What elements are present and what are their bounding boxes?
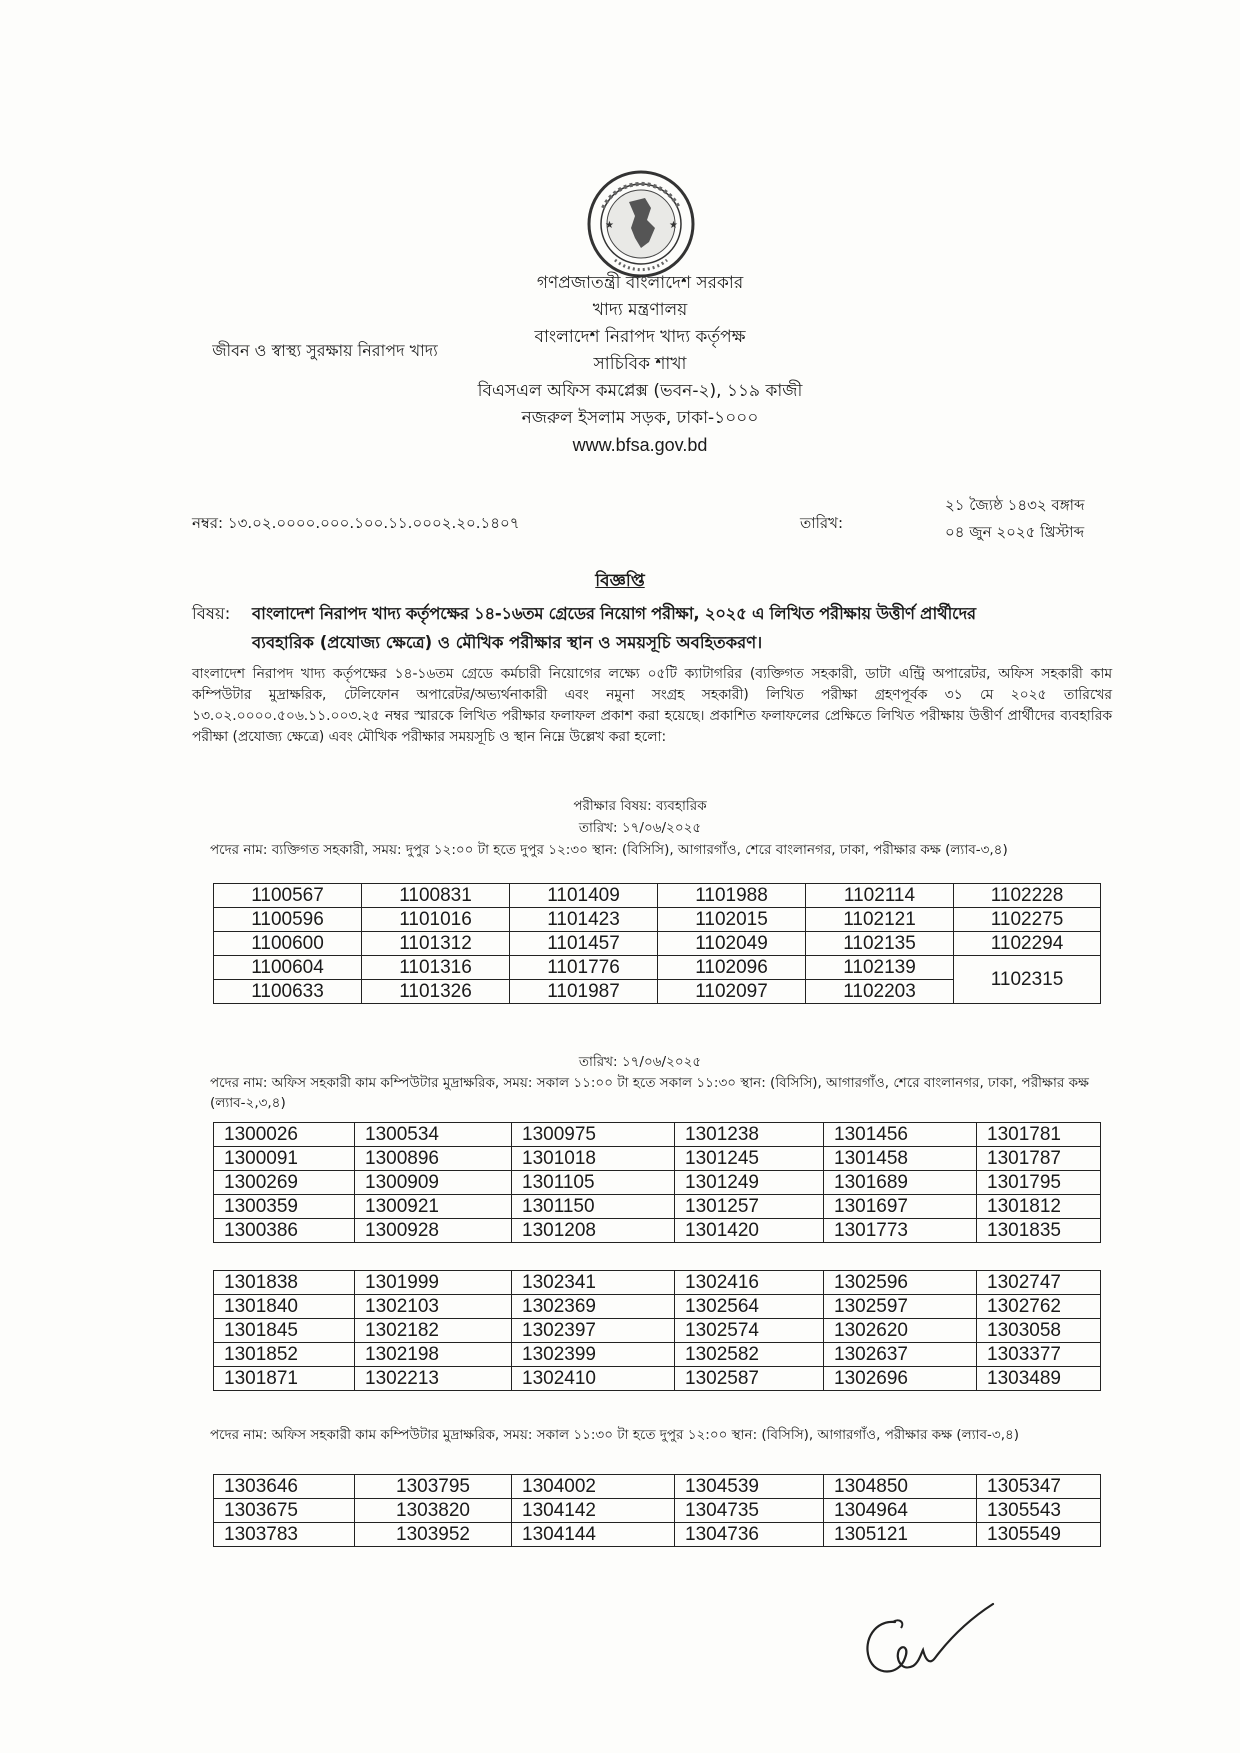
roll-cell: 1301456 bbox=[824, 1123, 977, 1147]
roll-cell: 1300091 bbox=[214, 1147, 355, 1171]
roll-cell: 1102228 bbox=[954, 884, 1101, 908]
roll-cell: 1101316 bbox=[362, 956, 510, 980]
section3-post: পদের নাম: অফিস সহকারী কাম কম্পিউটার মুদ্রাক্ষরিক, সময়: সকাল ১১:৩০ টা হতে দুপুর ১২:০০ স্থান: (বিসিসি), আগারগাঁও, পরীক্ষার কক্ষ (ল্যাব-৩,৪) bbox=[210, 1427, 1020, 1443]
roll-cell: 1302103 bbox=[355, 1295, 512, 1319]
roll-cell: 1101312 bbox=[362, 932, 510, 956]
section2-date: তারিখ: ১৭/০৬/২০২৫ bbox=[578, 1054, 702, 1070]
roll-cell: 1301781 bbox=[977, 1123, 1101, 1147]
header-website: www.bfsa.gov.bd bbox=[572, 435, 708, 455]
roll-cell: 1302564 bbox=[675, 1295, 824, 1319]
roll-cell: 1302597 bbox=[824, 1295, 977, 1319]
section1-date: তারিখ: ১৭/০৬/২০২৫ bbox=[578, 820, 702, 836]
roll-cell: 1301835 bbox=[977, 1219, 1101, 1243]
table-row bbox=[214, 1171, 1101, 1195]
roll-cell: 1303489 bbox=[977, 1367, 1101, 1391]
roll-cell: 1302620 bbox=[824, 1319, 977, 1343]
roll-cell: 1304144 bbox=[512, 1523, 675, 1547]
office-header bbox=[440, 270, 840, 459]
table-row bbox=[214, 1475, 1101, 1499]
roll-cell: 1305543 bbox=[977, 1499, 1101, 1523]
roll-cell: 1305549 bbox=[977, 1523, 1101, 1547]
roll-cell: 1305121 bbox=[824, 1523, 977, 1547]
roll-cell: 1303952 bbox=[355, 1523, 512, 1547]
roll-cell: 1302341 bbox=[512, 1271, 675, 1295]
header-line-2: খাদ্য মন্ত্রণালয় bbox=[592, 300, 688, 320]
roll-cell: 1300269 bbox=[214, 1171, 355, 1195]
table-row bbox=[214, 1367, 1101, 1391]
roll-cell: 1102135 bbox=[806, 932, 954, 956]
roll-cell: 1301105 bbox=[512, 1171, 675, 1195]
table-row bbox=[214, 1271, 1101, 1295]
roll-cell: 1302410 bbox=[512, 1367, 675, 1391]
date-block bbox=[945, 492, 1235, 546]
roll-cell: 1302397 bbox=[512, 1319, 675, 1343]
roll-cell: 1304850 bbox=[824, 1475, 977, 1499]
roll-cell: 1300359 bbox=[214, 1195, 355, 1219]
roll-cell: 1301245 bbox=[675, 1147, 824, 1171]
roll-cell: 1302587 bbox=[675, 1367, 824, 1391]
signature-icon bbox=[855, 1592, 1005, 1682]
roll-cell: 1301018 bbox=[512, 1147, 675, 1171]
header-line-1: গণপ্রজাতন্ত্রী বাংলাদেশ সরকার bbox=[536, 273, 744, 293]
roll-cell: 1302762 bbox=[977, 1295, 1101, 1319]
roll-cell: 1300534 bbox=[355, 1123, 512, 1147]
roll-cell: 1304736 bbox=[675, 1523, 824, 1547]
roll-cell: 1302747 bbox=[977, 1271, 1101, 1295]
table-row bbox=[214, 932, 1101, 956]
roll-cell: 1100600 bbox=[214, 932, 362, 956]
roll-cell: 1102015 bbox=[658, 908, 806, 932]
roll-cell: 1305347 bbox=[977, 1475, 1101, 1499]
table-row bbox=[214, 884, 1101, 908]
roll-cell: 1100831 bbox=[362, 884, 510, 908]
roll-cell: 1300928 bbox=[355, 1219, 512, 1243]
roll-cell: 1303377 bbox=[977, 1343, 1101, 1367]
roll-cell: 1101423 bbox=[510, 908, 658, 932]
roll-cell: 1301871 bbox=[214, 1367, 355, 1391]
roll-cell: 1302637 bbox=[824, 1343, 977, 1367]
roll-cell: 1300975 bbox=[512, 1123, 675, 1147]
roll-cell: 1302182 bbox=[355, 1319, 512, 1343]
roll-cell: 1100633 bbox=[214, 980, 362, 1004]
roll-cell: 1102049 bbox=[658, 932, 806, 956]
roll-cell: 1302369 bbox=[512, 1295, 675, 1319]
roll-cell: 1100596 bbox=[214, 908, 362, 932]
roll-cell: 1102139 bbox=[806, 956, 954, 980]
roll-cell: 1102114 bbox=[806, 884, 954, 908]
roll-cell: 1102294 bbox=[954, 932, 1101, 956]
header-line-5: বিএসএল অফিস কমপ্লেক্স (ভবন-২), ১১৯ কাজী bbox=[477, 381, 803, 401]
roll-cell: 1303675 bbox=[214, 1499, 355, 1523]
roll-cell: 1300921 bbox=[355, 1195, 512, 1219]
roll-cell: 1301257 bbox=[675, 1195, 824, 1219]
section2-roll-table-b bbox=[213, 1270, 1101, 1391]
svg-text:★: ★ bbox=[605, 220, 614, 231]
roll-cell: 1302198 bbox=[355, 1343, 512, 1367]
roll-cell: 1301208 bbox=[512, 1219, 675, 1243]
table-row bbox=[214, 1499, 1101, 1523]
table-row bbox=[214, 1219, 1101, 1243]
memo-number: নম্বর: ১৩.০২.০০০০.০০০.১০০.১১.০০০২.২০.১৪০৭ bbox=[192, 514, 520, 532]
roll-cell: 1302696 bbox=[824, 1367, 977, 1391]
roll-cell: 1102097 bbox=[658, 980, 806, 1004]
roll-cell: 1102203 bbox=[806, 980, 954, 1004]
roll-cell: 1102315 bbox=[954, 956, 1101, 1004]
roll-cell: 1302582 bbox=[675, 1343, 824, 1367]
date-label: তারিখ: bbox=[800, 514, 844, 532]
section2-post: পদের নাম: অফিস সহকারী কাম কম্পিউটার মুদ্রাক্ষরিক, সময়: সকাল ১১:০০ টা হতে সকাল ১১:৩০ স্থান: (বিসিসি), আগারগাঁও, শেরে বাংলানগর, ঢাকা, পরীক্ষার কক্ষ (ল্যাব-২,৩,৪) bbox=[210, 1075, 1089, 1111]
roll-cell: 1302574 bbox=[675, 1319, 824, 1343]
roll-cell: 1100604 bbox=[214, 956, 362, 980]
date-bangla: ২১ জ্যৈষ্ঠ ১৪৩২ বঙ্গাব্দ bbox=[945, 496, 1085, 514]
table-row bbox=[214, 1295, 1101, 1319]
roll-cell: 1304539 bbox=[675, 1475, 824, 1499]
table-row bbox=[214, 908, 1101, 932]
roll-cell: 1300896 bbox=[355, 1147, 512, 1171]
roll-cell: 1101326 bbox=[362, 980, 510, 1004]
table-row bbox=[214, 1147, 1101, 1171]
roll-cell: 1102275 bbox=[954, 908, 1101, 932]
roll-cell: 1301845 bbox=[214, 1319, 355, 1343]
roll-cell: 1100567 bbox=[214, 884, 362, 908]
header-line-4: সাচিবিক শাখা bbox=[593, 354, 687, 374]
roll-cell: 1301689 bbox=[824, 1171, 977, 1195]
section1-roll-table bbox=[213, 883, 1101, 1004]
roll-cell: 1303646 bbox=[214, 1475, 355, 1499]
roll-cell: 1301852 bbox=[214, 1343, 355, 1367]
roll-cell: 1303783 bbox=[214, 1523, 355, 1547]
header-line-3: বাংলাদেশ নিরাপদ খাদ্য কর্তৃপক্ষ bbox=[534, 327, 746, 347]
header-line-6: নজরুল ইসলাম সড়ক, ঢাকা-১০০০ bbox=[521, 408, 759, 428]
section3-roll-table bbox=[213, 1474, 1101, 1547]
roll-cell: 1301458 bbox=[824, 1147, 977, 1171]
roll-cell: 1301773 bbox=[824, 1219, 977, 1243]
table-row bbox=[214, 1523, 1101, 1547]
roll-cell: 1303820 bbox=[355, 1499, 512, 1523]
roll-cell: 1304735 bbox=[675, 1499, 824, 1523]
roll-cell: 1303795 bbox=[355, 1475, 512, 1499]
table-row bbox=[214, 1343, 1101, 1367]
roll-cell: 1102121 bbox=[806, 908, 954, 932]
roll-cell: 1101016 bbox=[362, 908, 510, 932]
roll-cell: 1101457 bbox=[510, 932, 658, 956]
roll-cell: 1301420 bbox=[675, 1219, 824, 1243]
slogan: জীবন ও স্বাস্থ্য সুরক্ষায় নিরাপদ খাদ্য bbox=[212, 341, 438, 360]
roll-cell: 1301999 bbox=[355, 1271, 512, 1295]
signature bbox=[855, 1592, 1005, 1682]
roll-cell: 1301238 bbox=[675, 1123, 824, 1147]
roll-cell: 1300386 bbox=[214, 1219, 355, 1243]
section1-post: পদের নাম: ব্যক্তিগত সহকারী, সময়: দুপুর ১২:০০ টা হতে দুপুর ১২:৩০ স্থান: (বিসিসি), আগারগাঁও, শেরে বাংলানগর, ঢাকা, পরীক্ষার কক্ষ (ল্যাব-৩,৪) bbox=[210, 842, 1008, 858]
roll-cell: 1301795 bbox=[977, 1171, 1101, 1195]
table-row bbox=[214, 1319, 1101, 1343]
roll-cell: 1301150 bbox=[512, 1195, 675, 1219]
government-seal bbox=[585, 168, 697, 280]
roll-cell: 1303058 bbox=[977, 1319, 1101, 1343]
roll-cell: 1302399 bbox=[512, 1343, 675, 1367]
section1-exam-subject: পরীক্ষার বিষয়: ব্যবহারিক bbox=[573, 798, 707, 814]
roll-cell: 1302213 bbox=[355, 1367, 512, 1391]
roll-cell: 1101988 bbox=[658, 884, 806, 908]
roll-cell: 1301812 bbox=[977, 1195, 1101, 1219]
roll-cell: 1302416 bbox=[675, 1271, 824, 1295]
table-row bbox=[214, 956, 1101, 980]
table-row bbox=[214, 1123, 1101, 1147]
table-row bbox=[214, 1195, 1101, 1219]
roll-cell: 1304002 bbox=[512, 1475, 675, 1499]
roll-cell: 1304964 bbox=[824, 1499, 977, 1523]
roll-cell: 1300909 bbox=[355, 1171, 512, 1195]
roll-cell: 1304142 bbox=[512, 1499, 675, 1523]
roll-cell: 1302596 bbox=[824, 1271, 977, 1295]
roll-cell: 1301840 bbox=[214, 1295, 355, 1319]
roll-cell: 1101409 bbox=[510, 884, 658, 908]
roll-cell: 1102096 bbox=[658, 956, 806, 980]
svg-text:★: ★ bbox=[669, 220, 678, 231]
roll-cell: 1300026 bbox=[214, 1123, 355, 1147]
roll-cell: 1301787 bbox=[977, 1147, 1101, 1171]
government-seal-icon bbox=[585, 168, 697, 280]
subject-line-1: বাংলাদেশ নিরাপদ খাদ্য কর্তৃপক্ষের ১৪-১৬তম গ্রেডের নিয়োগ পরীক্ষা, ২০২৫ এ লিখিত পরীক্ষায় উত্তীর্ণ প্রার্থীদের bbox=[252, 604, 976, 623]
date-gregorian: ০৪ জুন ২০২৫ খ্রিস্টাব্দ bbox=[945, 523, 1085, 541]
section2-roll-table-a bbox=[213, 1122, 1101, 1243]
notice-body: বাংলাদেশ নিরাপদ খাদ্য কর্তৃপক্ষের ১৪-১৬তম গ্রেডে কর্মচারী নিয়োগের লক্ষ্যে ০৫টি ক্যাটাগরির (ব্যক্তিগত সহকারী, ডাটা এন্ট্রি অপারেটর, অফিস সহকারী কাম কম্পিউটার মুদ্রাক্ষরিক, টেলিফোন অপারেটর/অভ্যর্থনাকারী এবং নমুনা সংগ্রহ সহকারী) লিখিত পরীক্ষা গ্রহণপূর্বক ৩১ মে ২০২৫ তারিখের ১৩.০২.০০০০.৫০৬.১১.০০৩.২৫ নম্বর স্মারকে লিখিত পরীক্ষার ফলাফল প্রকাশ করা হয়েছে। প্রকাশিত ফলাফলের প্রেক্ষিতে লিখিত পরীক্ষায় উত্তীর্ণ প্রার্থীদের ব্যবহারিক পরীক্ষা (প্রযোজ্য ক্ষেত্রে) এবং মৌখিক পরীক্ষার সময়সূচি ও স্থান নিম্নে উল্লেখ করা হলো: bbox=[192, 666, 1112, 745]
notice-title: বিজ্ঞপ্তি bbox=[595, 571, 645, 591]
subject-label: বিষয়: bbox=[192, 604, 231, 623]
subject-line-2: ব্যবহারিক (প্রযোজ্য ক্ষেত্রে) ও মৌখিক পরীক্ষার স্থান ও সময়সূচি অবহিতকরণ। bbox=[252, 633, 763, 652]
roll-cell: 1101776 bbox=[510, 956, 658, 980]
roll-cell: 1101987 bbox=[510, 980, 658, 1004]
roll-cell: 1301697 bbox=[824, 1195, 977, 1219]
roll-cell: 1301838 bbox=[214, 1271, 355, 1295]
roll-cell: 1301249 bbox=[675, 1171, 824, 1195]
